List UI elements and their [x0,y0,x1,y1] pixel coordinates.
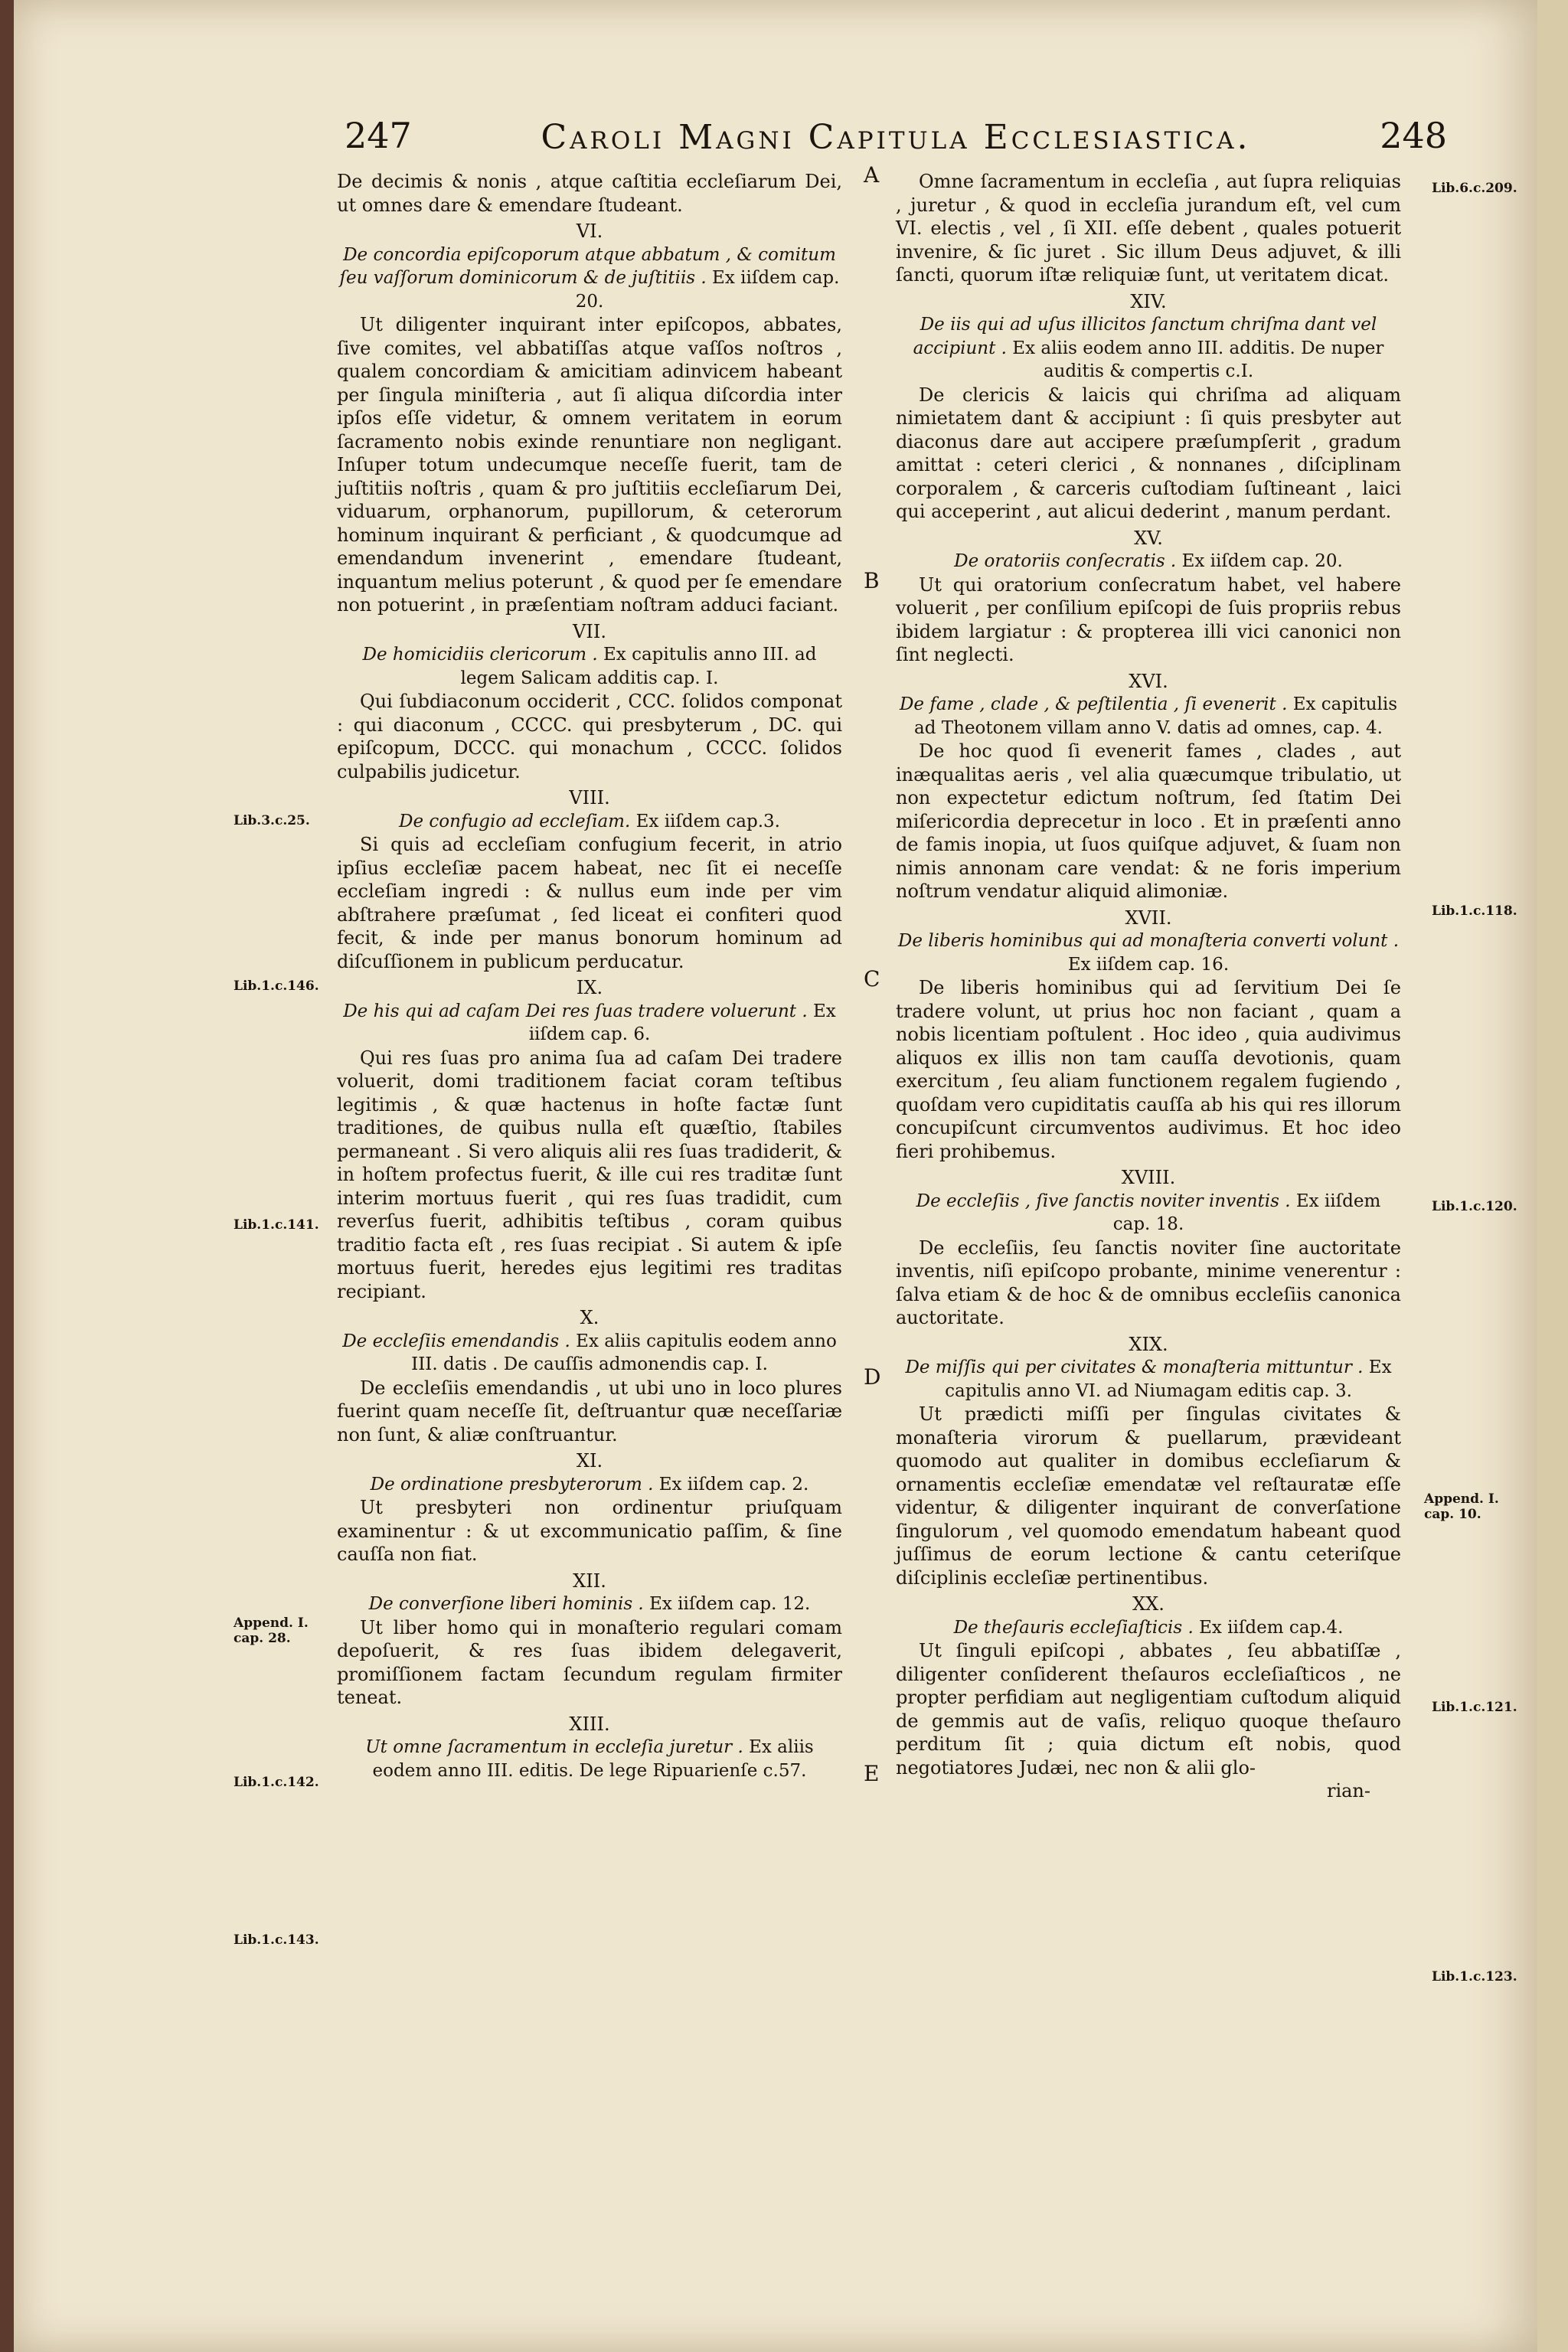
section-heading [337,243,842,314]
section-text: De liberis hominibus qui ad ſervitium Dei ſe tradere volunt, ut prius hoc non faciant , quam a nobis licentiam poſtulent . Hoc ideo , quia audivimus aliquos ex illis non tam cauſſa devotionis, quam exercitum , ſeu aliam functionem regalem fugiendo , quoſdam vero cupiditatis cauſſa ab his qui res illorum concupiſcunt circumventos audivimus. Et hoc ideo fieri prohibemus. [896,977,1401,1162]
section-text: Qui res ſuas pro anima ſua ad caſam Dei tradere voluerit, domi traditionem faciat coram teſtibus legitimis , & quæ hactenus in hoſte factæ ſunt traditiones, de quibus nulla eſt quæſtio, ſtabiles permaneant . Si vero aliquis alii res ſuas tradiderit, & in hoſtem profectus fuerit, & ille cui res traditæ ſunt interim mortuus fuerit , qui res ſuas tradidit, cum reverſus fuerit, adhibitis teſtibus , coram quibus traditio facta eſt , res ſuas recipiat . Si autem & ipſe mortuus fuerit, heredes ejus legitimi res traditas recipiant. [337,1047,842,1302]
section-number: VII. [573,620,606,642]
right-column [896,170,1401,1803]
margin-note: Lib.1.c.123. [1432,1969,1517,1984]
section [896,1166,1401,1330]
heading-title: De his qui ad caſam Dei res ſuas tradere voluerunt . [343,1001,808,1021]
margin-note: Lib.1.c.142. [234,1775,319,1790]
section-text: Ut prædicti miſſi per ſingulas civitates & monaſteria virorum & puellarum, prævideant quomodo aut qualiter in domibus eccleſiarum & ornamentis eccleſiæ emendatæ vel reſtauratæ eſſe videntur, & diligenter inquirant de converſatione ſingulorum , vel quomodo emendatum habeant quod juſſimus de eorum lectione & cantu ceteriſque diſciplinis eccleſiæ pertinentibus. [896,1403,1401,1589]
section-text: Ut qui oratorium conſecratum habet, vel habere voluerit , per conſilium epiſcopi de ſuis propriis rebus ibidem largiatur : & propterea illi vici canonici non ſint neglecti. [896,573,1401,665]
section-number: XIV. [1130,290,1167,312]
heading-source: Ex capitulis ad Theotonem villam anno V. datis ad omnes, cap. 4. [914,694,1398,738]
heading-title: De miſſis qui per civitates & monaſteria mittuntur . [905,1357,1364,1377]
margin-note: Lib.1.c.118. [1432,903,1517,919]
section-number: XI. [576,1450,603,1472]
section [337,1713,842,1783]
heading-source: Ex iiſdem cap. 16. [1067,954,1230,975]
section [337,976,842,1303]
section-text: Qui ſubdiaconum occiderit , CCC. ſolidos componat : qui diaconum , CCCC. qui presbyterum , DC. qui epiſcopum, DCCC. qui monachum , CCCC. ſolidos culpabilis judicetur. [337,691,842,782]
margin-letter-c: C [864,966,880,991]
margin-note: Lib.1.c.141. [234,1217,319,1233]
heading-source: Ex aliis eodem anno III. editis. De lege Ripuarienſe c.57. [372,1737,814,1781]
heading-title: De theſauris eccleſiaſticis . [953,1617,1194,1638]
heading-title: De oratoriis conſecratis . [954,551,1177,571]
section [337,1449,842,1566]
section-heading [896,1616,1401,1640]
section-text: De eccleſiis, ſeu ſanctis noviter ſine auctoritate inventis, niſi epiſcopo probante, minime venerentur : ſalva etiam & de hoc & de omnibus eccleſiis canonica auctoritate. [896,1236,1401,1328]
heading-source: Ex iiſdem cap. 18. [1112,1191,1381,1234]
heading-title: Ut omne ſacramentum in eccleſia juretur . [365,1737,743,1757]
running-title: Caroli Magni Capitula Ecclesiastica. [541,118,1251,157]
margin-note: Lib.1.c.146. [234,978,319,994]
margin-note: Lib.1.c.143. [234,1932,319,1948]
intro-text: De decimis & nonis , atque caſtitia eccleſiarum Dei, ut omnes dare & emendare ſtudeant. [337,171,842,216]
left-column [337,170,842,1782]
heading-source: Ex iiſdem cap. 12. [649,1594,811,1614]
heading-source: Ex capitulis anno VI. ad Niumagam editis cap. 3. [945,1357,1392,1401]
heading-title: De converſione liberi hominis . [368,1594,644,1614]
section [337,220,842,617]
heading-source: Ex aliis capitulis eodem anno III. datis . De cauſſis admonendis cap. I. [411,1331,837,1374]
section-number: IX. [576,977,603,998]
section-number: VI. [576,220,603,242]
margin-note: Append. I. cap. 28. [234,1615,309,1646]
section-number: XVI. [1129,670,1168,692]
section-number: XVII. [1125,906,1172,929]
facing-page-edge [1537,0,1568,2352]
section-heading [337,1330,842,1377]
section-text: Ut ſinguli epiſcopi , abbates , ſeu abbatiſſæ , diligenter conſiderent theſauros eccleſiaſticos , ne propter perfidiam aut negligentiam cuſtodum aliquid de gemmis aut de vaſis, reliquo quoque theſauro perditum ſit ; quia dictum eſt nobis, quod negotiatores Judæi, nec non & alii glo- [896,1640,1401,1779]
catchword: rian- [1326,1780,1370,1802]
section [337,786,842,973]
heading-source: Ex aliis eodem anno III. additis. De nuper auditis & compertis c.I. [1012,338,1384,381]
section-number: XIII. [569,1713,610,1735]
section-heading [337,1473,842,1497]
section-text: De hoc quod ſi evenerit fames , clades , aut inæqualitas aeris , vel alia quæcumque tribulatio, ut non expectetur edictum noſtrum, ſed ſtatim Dei miſericordia deprecetur in loco . Et in præſenti anno de famis inopia, ut ſuos quiſque adjuvet, & ſuam non nimis annonam care vendat: & ne foris imperium noſtrum vendatur aliquid alimoniæ. [896,740,1401,902]
section-heading [337,1736,842,1782]
section [896,1592,1401,1779]
heading-title: De ordinatione presbyterorum . [370,1474,654,1494]
section-number: VIII. [569,787,610,808]
heading-title: De homicidiis clericorum . [362,645,598,665]
heading-source: Ex iiſdem cap. 2. [658,1474,809,1494]
margin-letter-b: B [864,568,880,593]
section [337,1306,842,1446]
heading-source: Ex iiſdem cap. 20. [1181,551,1343,571]
margin-note: Lib.1.c.121. [1432,1700,1517,1715]
section-number: XIX. [1129,1333,1168,1355]
section [896,1333,1401,1590]
margin-letter-d: D [864,1364,881,1390]
margin-note: Append. I. cap. 10. [1424,1491,1499,1522]
section-number: X. [580,1307,599,1328]
section [896,527,1401,667]
heading-source: Ex iiſdem cap. 20. [575,268,840,312]
section-heading [896,313,1401,384]
margin-letter-a: A [864,162,880,188]
section-number: XV. [1134,527,1163,549]
heading-title: De fame , clade , & peſtilentia , ſi evenerit . [899,694,1288,714]
section-number: XX. [1132,1593,1165,1615]
section-heading [896,550,1401,573]
section-number: XII. [573,1570,606,1592]
section-text: Ut presbyteri non ordinentur priuſquam examinentur : & ut excommunicatio paſſim, & ſine cauſſa non fiat. [337,1497,842,1565]
section-heading [896,1190,1401,1236]
section-text: Ut liber homo qui in monaſterio regulari comam depoſuerit, & res ſuas ibidem delegaverit, promiſſionem factam ſecundum regulam firmiter teneat. [337,1616,842,1708]
section-heading [337,1592,842,1616]
heading-title: De confugio ad eccleſiam. [399,811,631,831]
margin-note: Lib.1.c.120. [1432,1199,1517,1214]
section [896,906,1401,1164]
heading-source: Ex iiſdem cap.3. [635,811,780,831]
section-text: De clericis & laicis qui chriſma ad aliquam nimietatem dant & accipiunt : ſi quis presbyter aut diaconus dare aut accipere præſumpſerit , gradum amittat : ceteri clerici , & nonnanes , diſciplinam corporalem , & carceris cuſtodiam ſuſtineant , laici qui acceperint , aut alicui dederint , manum perdant. [896,384,1401,522]
heading-source: Ex iiſdem cap.4. [1199,1617,1344,1638]
section-heading [337,810,842,834]
page-number-right: 248 [1380,115,1447,156]
section-heading [896,693,1401,740]
heading-title: De eccleſiis , ſive ſanctis noviter inventis . [916,1191,1291,1211]
margin-letter-e: E [864,1761,880,1786]
section-heading [896,1356,1401,1403]
page-number-left: 247 [345,115,412,156]
section [337,620,842,784]
intro-text: Omne ſacramentum in eccleſia , aut ſupra reliquias , juretur , & quod in eccleſia jurandum eſt, vel cum VI. electis , vel , ſi XII. eſſe debent , quales potuerit invenire, & ſic juret . Sic illum Deus adjuvet, & illi ſancti, quorum iſtæ reliquiæ ſunt, ut veritatem dicat. [896,171,1401,286]
section [896,670,1401,903]
section-heading [896,929,1401,976]
margin-note: Lib.6.c.209. [1432,181,1517,196]
heading-source: Ex iiſdem cap. 6. [528,1001,836,1044]
page-header [345,115,1447,168]
heading-source: Ex capitulis anno III. ad legem Salicam additis cap. I. [460,645,817,688]
section-text: De eccleſiis emendandis , ut ubi uno in loco plures fuerint quam neceſſe ſit, deſtruantur quæ neceſſariæ non ſunt, & aliæ conſtruantur. [337,1377,842,1446]
heading-title: De eccleſiis emendandis . [342,1331,570,1351]
section-number: XVIII. [1121,1167,1176,1188]
margin-note: Lib.3.c.25. [234,813,310,828]
section-text: Ut diligenter inquirant inter epiſcopos, abbates, ſive comites, vel abbatiſſas atque vaſſos noſtros , qualem concordiam & amicitiam adinvicem habeant per ſingula miniſteria , aut ſi aliqua diſcordia inter ipſos eſſe videtur, & omnem veritatem in eorum ſacramento nobis exinde renuntiare non negligant. Inſuper totum undecumque neceſſe fuerit, tam de juſtitiis noſtris , quam & pro juſtitiis eccleſiarum Dei, viduarum, orphanorum, pupillorum, & ceterorum hominum inquirant & perficiant , & quodcumque ad emendandum invenerint , emendare ſtudeant, inquantum melius poterunt , & quod per ſe emendare non potuerint , in præſentiam noſtram adduci faciant. [337,314,842,616]
section-text: Si quis ad eccleſiam confugium fecerit, in atrio ipſius eccleſiæ pacem habeat, nec ſit ei neceſſe eccleſiam ingredi : & nullus eum inde per vim abſtrahere præſumat , ſed liceat ei confiteri quod fecit, & inde per manus bonorum hominum ad diſcuſſionem in publicum perducatur. [337,834,842,972]
heading-title: De concordia epiſcoporum atque abbatum , & comitum ſeu vaſſorum dominicorum & de juſtitiis . [339,244,836,288]
section [896,290,1401,524]
section-heading [337,643,842,690]
section [337,1570,842,1710]
section-heading [337,1000,842,1047]
heading-title: De iis qui ad uſus illicitos ſanctum chriſma dant vel accipiunt . [913,315,1377,358]
heading-title: De liberis hominibus qui ad monaſteria converti volunt . [897,931,1400,951]
